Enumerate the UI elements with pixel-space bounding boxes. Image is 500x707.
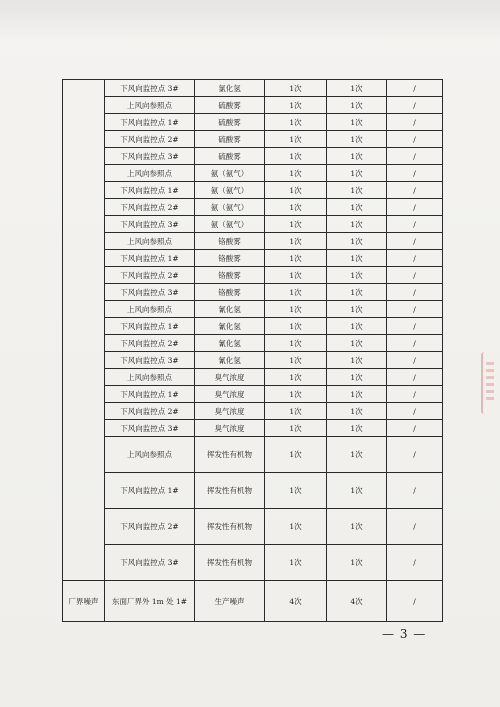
frequency-cell: 1次 xyxy=(265,80,327,97)
table-row xyxy=(63,97,443,114)
note-cell: / xyxy=(387,335,443,352)
item-cell: 臭气浓度 xyxy=(195,420,265,437)
frequency-cell: 1次 xyxy=(265,148,327,165)
table-row xyxy=(63,352,443,369)
frequency-cell: 1次 xyxy=(327,233,387,250)
page-number: — 3 — xyxy=(382,627,427,641)
item-cell: 氨（氨气） xyxy=(195,216,265,233)
table-row xyxy=(63,284,443,301)
frequency-cell: 1次 xyxy=(265,233,327,250)
monitoring-table xyxy=(62,79,443,622)
note-cell: / xyxy=(387,216,443,233)
frequency-cell: 1次 xyxy=(327,216,387,233)
frequency-cell: 1次 xyxy=(265,420,327,437)
item-cell: 氯化氢 xyxy=(195,80,265,97)
frequency-cell: 1次 xyxy=(327,284,387,301)
frequency-cell: 4次 xyxy=(327,581,387,622)
location-cell: 下风向监控点 3# xyxy=(105,352,195,369)
location-cell: 下风向监控点 2# xyxy=(105,267,195,284)
frequency-cell: 1次 xyxy=(265,97,327,114)
frequency-cell: 1次 xyxy=(327,80,387,97)
frequency-cell: 1次 xyxy=(265,114,327,131)
table-row xyxy=(63,545,443,581)
location-cell: 下风向监控点 2# xyxy=(105,199,195,216)
table-row xyxy=(63,403,443,420)
location-cell: 上风向参照点 xyxy=(105,97,195,114)
table-row xyxy=(63,182,443,199)
frequency-cell: 1次 xyxy=(327,250,387,267)
location-cell: 上风向参照点 xyxy=(105,165,195,182)
frequency-cell: 1次 xyxy=(327,131,387,148)
location-cell: 下风向监控点 3# xyxy=(105,216,195,233)
table-row xyxy=(63,386,443,403)
item-cell: 氨（氨气） xyxy=(195,182,265,199)
frequency-cell: 1次 xyxy=(327,182,387,199)
note-cell: / xyxy=(387,386,443,403)
frequency-cell: 1次 xyxy=(265,182,327,199)
item-cell: 硫酸雾 xyxy=(195,114,265,131)
frequency-cell: 1次 xyxy=(327,403,387,420)
frequency-cell: 1次 xyxy=(265,403,327,420)
location-cell: 下风向监控点 1# xyxy=(105,114,195,131)
table-row xyxy=(63,509,443,545)
location-cell: 下风向监控点 1# xyxy=(105,250,195,267)
note-cell: / xyxy=(387,250,443,267)
frequency-cell: 1次 xyxy=(265,250,327,267)
location-cell: 下风向监控点 3# xyxy=(105,284,195,301)
frequency-cell: 1次 xyxy=(327,335,387,352)
item-cell: 氰化氢 xyxy=(195,318,265,335)
table-row xyxy=(63,301,443,318)
frequency-cell: 1次 xyxy=(327,114,387,131)
frequency-cell: 1次 xyxy=(265,437,327,473)
frequency-cell: 1次 xyxy=(265,199,327,216)
table-row xyxy=(63,199,443,216)
item-cell: 氰化氢 xyxy=(195,301,265,318)
note-cell: / xyxy=(387,165,443,182)
table-row xyxy=(63,165,443,182)
frequency-cell: 1次 xyxy=(327,97,387,114)
location-cell: 下风向监控点 3# xyxy=(105,148,195,165)
table-row-noise xyxy=(63,581,443,622)
table-row xyxy=(63,318,443,335)
location-cell: 下风向监控点 2# xyxy=(105,335,195,352)
table-row xyxy=(63,473,443,509)
item-cell: 挥发性有机物 xyxy=(195,509,265,545)
location-cell: 下风向监控点 3# xyxy=(105,545,195,581)
note-cell: / xyxy=(387,318,443,335)
note-cell: / xyxy=(387,420,443,437)
item-cell: 挥发性有机物 xyxy=(195,437,265,473)
frequency-cell: 4次 xyxy=(265,581,327,622)
note-cell: / xyxy=(387,97,443,114)
note-cell: / xyxy=(387,473,443,509)
location-cell: 下风向监控点 3# xyxy=(105,420,195,437)
note-cell: / xyxy=(387,369,443,386)
item-cell: 挥发性有机物 xyxy=(195,473,265,509)
location-cell: 下风向监控点 2# xyxy=(105,131,195,148)
note-cell: / xyxy=(387,284,443,301)
item-cell: 臭气浓度 xyxy=(195,403,265,420)
frequency-cell: 1次 xyxy=(265,386,327,403)
category-cell-blank xyxy=(63,80,105,581)
table-row xyxy=(63,335,443,352)
table-row xyxy=(63,131,443,148)
note-cell: / xyxy=(387,352,443,369)
location-cell: 上风向参照点 xyxy=(105,437,195,473)
scan-shadow xyxy=(0,0,500,40)
frequency-cell: 1次 xyxy=(327,148,387,165)
frequency-cell: 1次 xyxy=(265,267,327,284)
frequency-cell: 1次 xyxy=(327,509,387,545)
frequency-cell: 1次 xyxy=(265,216,327,233)
frequency-cell: 1次 xyxy=(327,386,387,403)
frequency-cell: 1次 xyxy=(265,473,327,509)
item-cell: 氰化氢 xyxy=(195,352,265,369)
note-cell: / xyxy=(387,199,443,216)
frequency-cell: 1次 xyxy=(327,267,387,284)
frequency-cell: 1次 xyxy=(265,352,327,369)
frequency-cell: 1次 xyxy=(327,199,387,216)
frequency-cell: 1次 xyxy=(327,301,387,318)
table-row xyxy=(63,148,443,165)
location-cell: 下风向监控点 1# xyxy=(105,473,195,509)
location-cell: 上风向参照点 xyxy=(105,233,195,250)
note-cell: / xyxy=(387,148,443,165)
item-cell: 铬酸雾 xyxy=(195,250,265,267)
frequency-cell: 1次 xyxy=(327,420,387,437)
frequency-cell: 1次 xyxy=(265,301,327,318)
item-cell: 硫酸雾 xyxy=(195,148,265,165)
location-cell: 下风向监控点 1# xyxy=(105,386,195,403)
frequency-cell: 1次 xyxy=(265,131,327,148)
frequency-cell: 1次 xyxy=(265,165,327,182)
frequency-cell: 1次 xyxy=(265,509,327,545)
location-cell: 下风向监控点 2# xyxy=(105,403,195,420)
item-cell: 硫酸雾 xyxy=(195,131,265,148)
frequency-cell: 1次 xyxy=(327,318,387,335)
location-cell: 下风向监控点 2# xyxy=(105,509,195,545)
item-cell: 氰化氢 xyxy=(195,335,265,352)
item-cell: 氨（氨气） xyxy=(195,199,265,216)
frequency-cell: 1次 xyxy=(265,318,327,335)
frequency-cell: 1次 xyxy=(327,369,387,386)
frequency-cell: 1次 xyxy=(265,545,327,581)
note-cell: / xyxy=(387,301,443,318)
frequency-cell: 1次 xyxy=(327,545,387,581)
table-row xyxy=(63,233,443,250)
frequency-cell: 1次 xyxy=(265,369,327,386)
table-row xyxy=(63,420,443,437)
note-cell: / xyxy=(387,80,443,97)
frequency-cell: 1次 xyxy=(327,437,387,473)
note-cell: / xyxy=(387,267,443,284)
table-row xyxy=(63,80,443,97)
note-cell: / xyxy=(387,437,443,473)
note-cell: / xyxy=(387,233,443,250)
note-cell: / xyxy=(387,182,443,199)
category-cell: 厂界噪声 xyxy=(63,581,105,622)
frequency-cell: 1次 xyxy=(327,473,387,509)
item-cell: 铬酸雾 xyxy=(195,233,265,250)
location-cell: 上风向参照点 xyxy=(105,369,195,386)
note-cell: / xyxy=(387,114,443,131)
item-cell: 氨（氨气） xyxy=(195,165,265,182)
frequency-cell: 1次 xyxy=(327,352,387,369)
table-row xyxy=(63,216,443,233)
note-cell: / xyxy=(387,581,443,622)
table-row xyxy=(63,267,443,284)
frequency-cell: 1次 xyxy=(265,284,327,301)
location-cell: 东面厂界外 1m 处 1# xyxy=(105,581,195,622)
table-row xyxy=(63,250,443,267)
item-cell: 铬酸雾 xyxy=(195,267,265,284)
item-cell: 硫酸雾 xyxy=(195,97,265,114)
table-row xyxy=(63,437,443,473)
note-cell: / xyxy=(387,545,443,581)
item-cell: 臭气浓度 xyxy=(195,369,265,386)
table-row xyxy=(63,369,443,386)
note-cell: / xyxy=(387,403,443,420)
note-cell: / xyxy=(387,131,443,148)
location-cell: 下风向监控点 1# xyxy=(105,318,195,335)
note-cell: / xyxy=(387,509,443,545)
location-cell: 下风向监控点 1# xyxy=(105,182,195,199)
location-cell: 上风向参照点 xyxy=(105,301,195,318)
item-cell: 挥发性有机物 xyxy=(195,545,265,581)
stamp-mark xyxy=(481,352,497,414)
frequency-cell: 1次 xyxy=(327,165,387,182)
item-cell: 生产噪声 xyxy=(195,581,265,622)
location-cell: 下风向监控点 3# xyxy=(105,80,195,97)
frequency-cell: 1次 xyxy=(265,335,327,352)
item-cell: 臭气浓度 xyxy=(195,386,265,403)
item-cell: 铬酸雾 xyxy=(195,284,265,301)
table-row xyxy=(63,114,443,131)
